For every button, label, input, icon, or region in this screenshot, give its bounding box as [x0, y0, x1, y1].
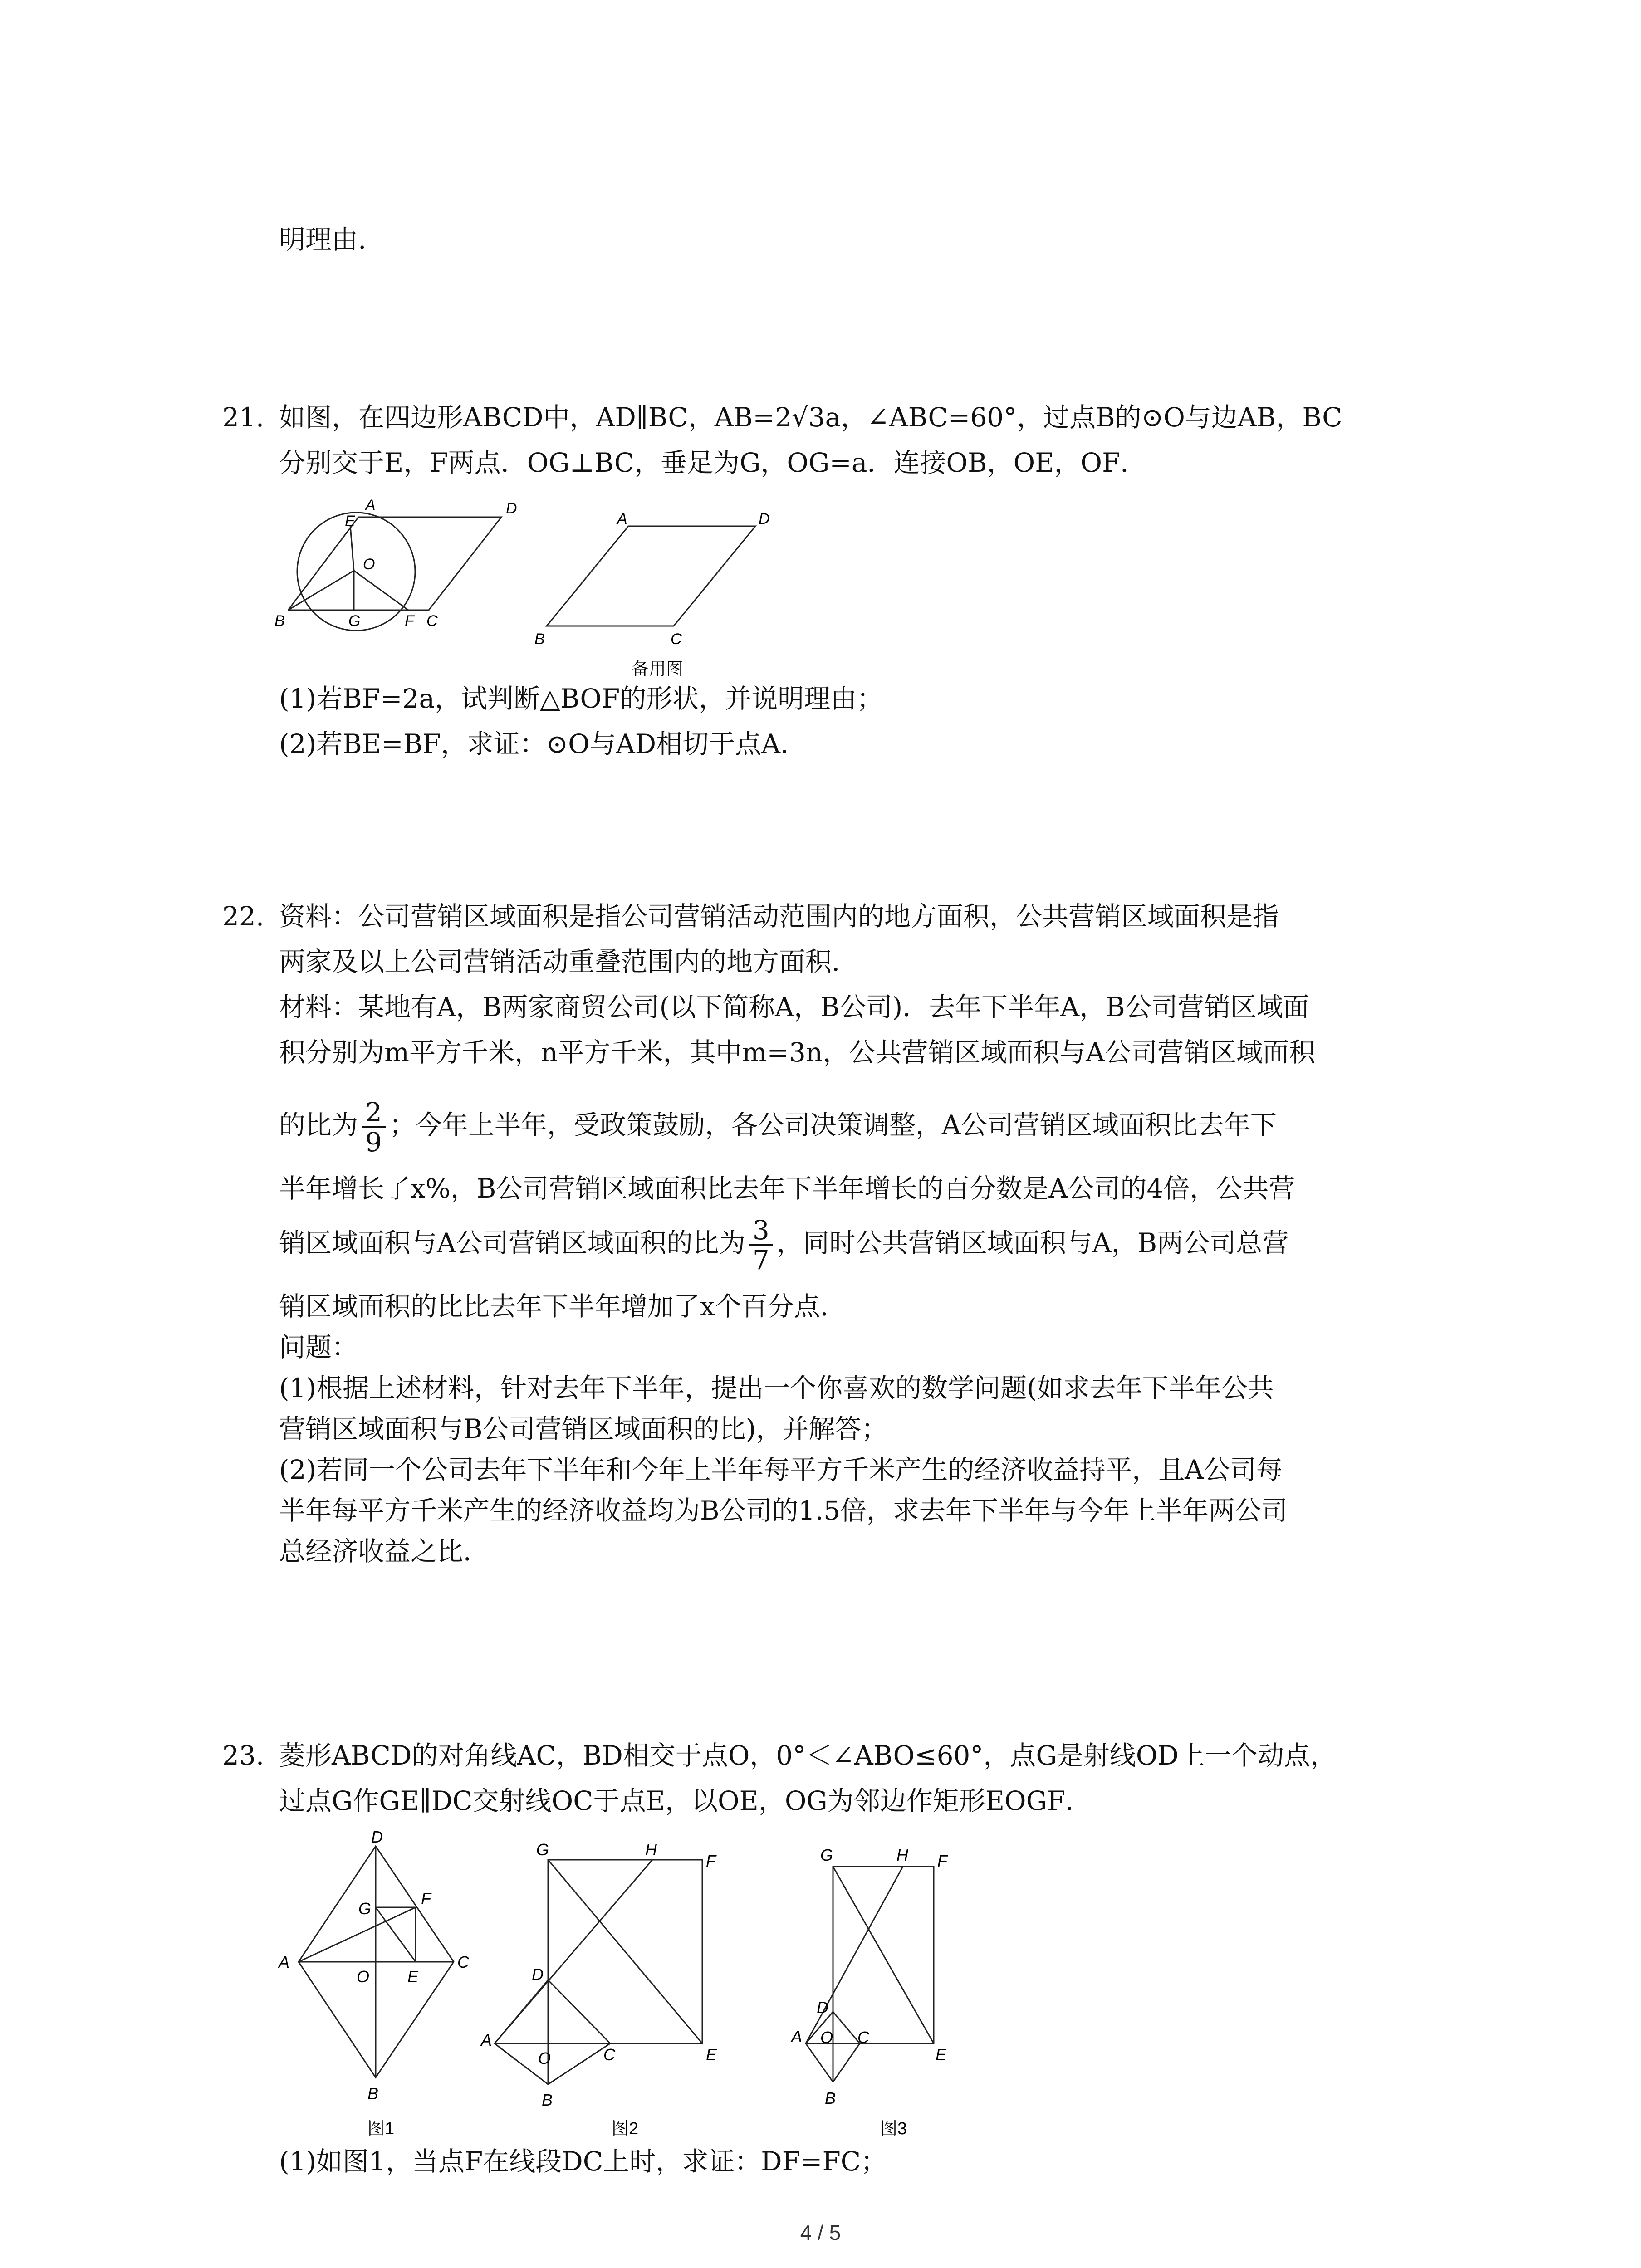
fraction-2-9 [362, 1098, 386, 1156]
question-22-line-5-pre: 的比为 [279, 1110, 358, 1140]
q21f1-label-G: G [348, 612, 361, 630]
continuation-text: 明理由. [279, 224, 367, 255]
q23-figure-3-caption: 图3 [880, 2119, 907, 2138]
q23f3-label-G: G [820, 1846, 833, 1864]
q23-figure-1 [272, 1828, 485, 2141]
q23f1-label-B: B [367, 2084, 379, 2103]
q23f1-label-A: A [279, 1953, 290, 1971]
q23f2-label-F: F [706, 1852, 716, 1870]
fraction-numerator: 3 [749, 1216, 773, 1246]
question-21-number: 21. [222, 402, 265, 433]
q23f2-label-E: E [706, 2045, 717, 2064]
q21f1-label-A: A [365, 497, 376, 514]
question-23-line-2: 过点G作GE∥DC交射线OC于点E，以OE，OG为邻边作矩形EOGF． [279, 1785, 1092, 1816]
q23f2-label-O: O [538, 2049, 551, 2068]
question-22-line-3: 材料：某地有A，B两家商贸公司(以下简称A，B公司)．去年下半年A，B公司营销区域面 [279, 992, 1309, 1022]
q21f1-label-O: O [363, 556, 375, 573]
page-number: 4 / 5 [800, 2221, 841, 2244]
q23f3-label-H: H [896, 1846, 908, 1864]
question-21-line-1: 如图，在四边形ABCD中，AD∥BC，AB=2√3a，∠ABC=60°，过点B的⊙O与边AB，BC [279, 402, 1342, 433]
question-23-part-1: (1)如图1，当点F在线段DC上时，求证：DF=FC； [279, 2146, 887, 2177]
fraction-numerator: 2 [362, 1098, 386, 1128]
q23f3-label-D: D [817, 1998, 828, 2017]
q23f2-label-D: D [532, 1965, 544, 1984]
q21-figure-caption: 备用图 [632, 660, 684, 679]
question-21-part-2: (2)若BE=BF，求证：⊙O与AD相切于点A． [279, 728, 807, 759]
question-23-number: 23. [222, 1740, 265, 1771]
q21f1-label-E: E [345, 513, 355, 530]
question-22-line-7-pre: 销区域面积与A公司营销区域面积的比为 [279, 1227, 745, 1258]
fraction-denominator: 7 [752, 1244, 769, 1276]
q21-figure-spare [526, 508, 808, 680]
q21f2-label-C: C [671, 631, 682, 648]
question-22-line-6: 半年增长了x%，B公司营销区域面积比去年下半年增长的百分数是A公司的4倍，公共营 [279, 1173, 1295, 1204]
question-22-line-2: 两家及以上公司营销活动重叠范围内的地方面积． [279, 946, 858, 977]
question-22-number: 22. [222, 901, 265, 932]
question-22-line-10: (1)根据上述材料，针对去年下半年，提出一个你喜欢的数学问题(如求去年下半年公共 [279, 1373, 1274, 1403]
question-22-line-5-post: ；今年上半年，受政策鼓励，各公司决策调整，A公司营销区域面积比去年下 [389, 1110, 1277, 1140]
q23-figure-3 [771, 1833, 989, 2141]
q21f1-label-C: C [426, 612, 438, 630]
question-22-line-13: 半年每平方千米产生的经济收益均为B公司的1.5倍，求去年下半年与今年上半年两公司 [279, 1495, 1288, 1526]
q23f3-label-F: F [937, 1852, 947, 1870]
question-21-line-2: 分别交于E，F两点．OG⊥BC，垂足为G，OG=a．连接OB，OE，OF． [279, 447, 1147, 478]
question-22-line-4: 积分别为m平方千米，n平方千米，其中m=3n，公共营销区域面积与A公司营销区域面积 [279, 1037, 1316, 1068]
question-22-line-1: 资料：公司营销区域面积是指公司营销活动范围内的地方面积，公共营销区域面积是指 [279, 901, 1279, 932]
q23f1-label-O: O [357, 1967, 370, 1986]
q23f3-label-C: C [857, 2028, 869, 2047]
question-22-line-5 [279, 1089, 1277, 1161]
question-22-line-12: (2)若同一个公司去年下半年和今年上半年每平方千米产生的经济收益持平，且A公司每 [279, 1454, 1283, 1485]
q23f2-label-G: G [536, 1840, 549, 1859]
q21f1-label-B: B [274, 612, 285, 630]
q23f1-label-C: C [457, 1953, 469, 1971]
q21f2-label-D: D [759, 510, 770, 528]
q23f1-label-E: E [407, 1967, 419, 1986]
q23f1-label-D: D [371, 1828, 383, 1846]
question-21-part-1: (1)若BF=2a，试判断△BOF的形状，并说明理由； [279, 683, 883, 714]
q23f1-label-G: G [358, 1899, 372, 1918]
question-22-line-8: 销区域面积的比比去年下半年增加了x个百分点． [279, 1291, 847, 1322]
q23-figure-2 [481, 1833, 762, 2141]
q21f1-label-F: F [405, 612, 414, 630]
question-23-line-1: 菱形ABCD的对角线AC，BD相交于点O，0°＜∠ABO≤60°，点G是射线OD上一个动点， [279, 1740, 1337, 1771]
q23f2-label-H: H [645, 1840, 657, 1859]
question-22-line-7 [279, 1207, 1288, 1279]
q21f2-label-B: B [534, 631, 545, 648]
question-22-line-14: 总经济收益之比． [279, 1536, 490, 1567]
question-22-line-7-post: ，同时公共营销区域面积与A，B两公司总营 [776, 1227, 1289, 1258]
q21f2-label-A: A [617, 510, 627, 528]
fraction-denominator: 9 [365, 1126, 382, 1158]
question-22-line-11: 营销区域面积与B公司营销区域面积的比)，并解答； [279, 1413, 888, 1444]
q23f2-label-B: B [542, 2091, 553, 2109]
fraction-3-7 [749, 1216, 773, 1274]
q21-figure-1 [272, 490, 544, 653]
q21f1-label-D: D [506, 500, 517, 517]
q23-figure-2-caption: 图2 [612, 2119, 639, 2138]
q23f3-label-B: B [825, 2089, 836, 2107]
question-22-line-9: 问题： [279, 1332, 358, 1363]
q23f2-label-A: A [481, 2031, 492, 2049]
q23f1-label-F: F [421, 1889, 431, 1908]
q23f2-label-C: C [603, 2045, 615, 2064]
q23f3-label-E: E [936, 2045, 947, 2064]
q23f3-label-O: O [820, 2028, 833, 2047]
q23-figure-1-caption: 图1 [367, 2119, 395, 2138]
q23f3-label-A: A [791, 2027, 803, 2046]
